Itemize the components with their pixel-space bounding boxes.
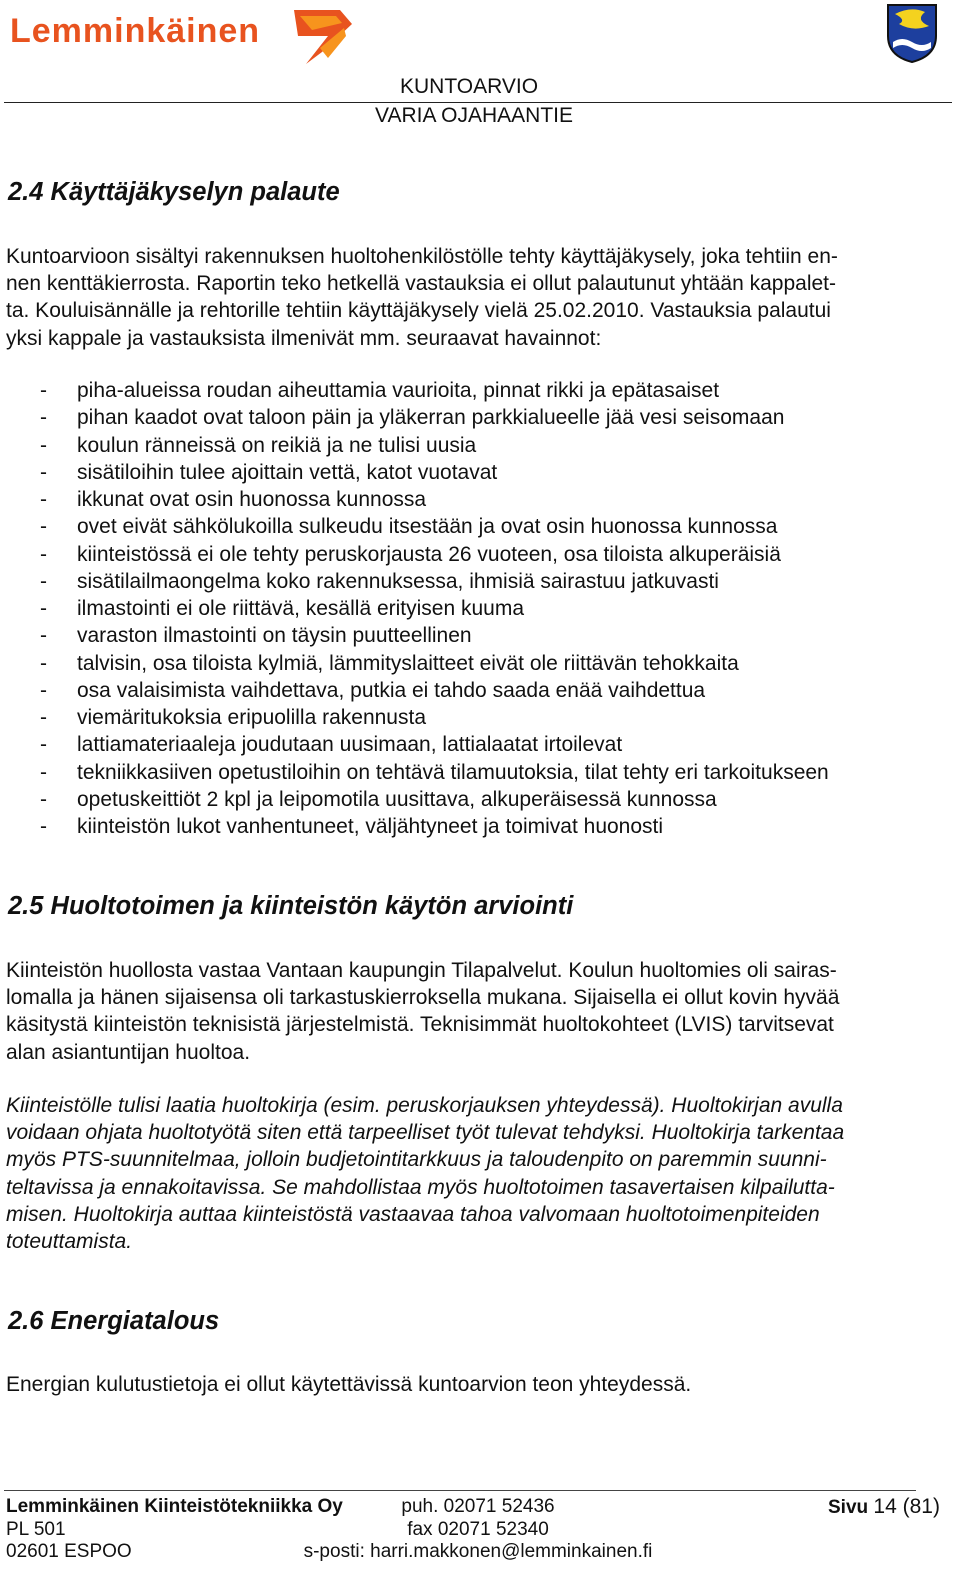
section-heading-2-4: 2.4 Käyttäjäkyselyn palaute	[8, 178, 340, 206]
list-dash: -	[40, 433, 47, 457]
list-dash: -	[40, 706, 47, 729]
paragraph-line: käsitystä kiinteistön teknisistä järjestelmistä. Teknisimmät huoltokohteet (LVIS) tarvitsevat	[6, 1013, 834, 1037]
list-item-text: kiinteistön lukot vanhentuneet, väljähtyneet ja toimivat huonosti	[77, 815, 664, 838]
list-dash: -	[40, 678, 47, 702]
footer-page-indicator	[828, 1496, 940, 1520]
list-item-text: varaston ilmastointi on täysin puutteellinen	[77, 624, 472, 648]
list-item-text: sisätiloihin tulee ajoittain vettä, katot vuotavat	[77, 460, 498, 484]
list-dash: -	[40, 733, 47, 757]
list-dash: -	[40, 597, 47, 620]
paragraph-line: Energian kulutustietoja ei ollut käytettävissä kuntoarvion teon yhteydessä.	[6, 1373, 692, 1396]
list-dash: -	[40, 488, 47, 511]
paragraph-line: yksi kappale ja vastauksista ilmenivät mm. seuraavat havainnot:	[6, 326, 602, 350]
list-item-text: kiinteistössä ei ole tehty peruskorjausta 26 vuoteen, osa tiloista alkuperäisiä	[77, 542, 781, 566]
list-dash: -	[40, 651, 47, 675]
document-title: KUNTOARVIO	[400, 75, 539, 98]
list-item-text: piha-alueissa roudan aiheuttamia vaurioita, pinnat rikki ja epätasaiset	[77, 379, 720, 402]
list-item-text: ovet eivät sähkölukoilla sulkeudu itsestään ja ovat osin huonossa kunnossa	[77, 515, 778, 539]
list-dash: -	[40, 569, 47, 593]
footer-fax: fax 02071 52340	[407, 1518, 549, 1540]
document-subtitle: VARIA OJAHAANTIE	[375, 104, 573, 127]
section-2-6-paragraph	[6, 1371, 946, 1398]
footer-city: 02601 ESPOO	[6, 1541, 132, 1562]
municipal-crest-icon	[885, 2, 939, 64]
list-dash: -	[40, 787, 47, 811]
list-dash: -	[40, 379, 47, 402]
section-heading-2-5: 2.5 Huoltotoimen ja kiinteistön käytön arviointi	[8, 892, 574, 920]
list-dash: -	[40, 542, 47, 566]
list-item-text: koulun ränneissä on reikiä ja ne tulisi uusia	[77, 433, 477, 457]
list-item-text: tekniikkasiiven opetustiloihin on tehtävä tilamuutoksia, tilat tehty eri tarkoitukseen	[77, 760, 829, 784]
list-item-text: lattiamateriaaleja joudutaan uusimaan, lattialaatat irtoilevat	[77, 733, 623, 757]
paragraph-line: lomalla ja hänen sijaisensa oli tarkastuskierroksella mukana. Sijaisella ei ollut kovin hyvää	[6, 986, 840, 1010]
list-item-text: ikkunat ovat osin huonossa kunnossa	[77, 488, 427, 511]
footer-page-label: Sivu	[828, 1497, 869, 1518]
section-2-5-paragraph-2	[6, 1092, 946, 1255]
section-2-4-paragraph	[6, 243, 946, 352]
list-dash: -	[40, 760, 47, 784]
list-dash: -	[40, 406, 47, 430]
paragraph-line: teltavissa ja ennakoitavissa. Se mahdollistaa myös huoltotoimen tasavertaisen kilpailutta-	[6, 1175, 835, 1199]
lemminkainen-logo-mark	[292, 6, 354, 66]
footer-company-block	[6, 1496, 343, 1564]
list-item-text: sisätilailmaongelma koko rakennuksessa, ihmisiä sairastuu jatkuvasti	[77, 569, 719, 593]
section-heading-2-6: 2.6 Energiatalous	[8, 1307, 220, 1335]
company-logo-wordmark: Lemminkäinen	[10, 12, 261, 50]
list-item-text: opetuskeittiöt 2 kpl ja leipomotila uusittava, alkuperäisessä kunnossa	[77, 787, 717, 811]
paragraph-line: myös PTS-suunnitelmaa, jolloin budjetointitarkkuus ja taloudenpito on paremmin suunni-	[6, 1148, 827, 1172]
paragraph-line: nen kenttäkierrosta. Raportin teko hetkellä vastauksia ei ollut palautunut yhtään kappalet-	[6, 272, 837, 296]
paragraph-line: Kiinteistön huollosta vastaa Vantaan kaupungin Tilapalvelut. Koulun huoltomies oli sairas-	[6, 959, 837, 982]
list-item-text: pihan kaadot ovat taloon päin ja yläkerran parkkialueelle jää vesi seisomaan	[77, 406, 785, 430]
list-item-text: viemäritukoksia eripuolilla rakennusta	[77, 706, 427, 729]
list-item-text: osa valaisimista vaihdettava, putkia ei tahdo saada enää vaihdettua	[77, 678, 706, 702]
paragraph-line: Kiinteistölle tulisi laatia huoltokirja (esim. peruskorjauksen yhteydessä). Huoltokirjan avulla	[6, 1094, 843, 1117]
footer-phone: puh. 02071 52436	[401, 1496, 555, 1517]
header-divider	[4, 102, 952, 103]
footer-company: Lemminkäinen Kiinteistötekniikka Oy	[6, 1496, 343, 1517]
list-item-text: talvisin, osa tiloista kylmiä, lämmityslaitteet eivät ole riittävän tehokkaita	[77, 651, 739, 675]
list-item-text: ilmastointi ei ole riittävä, kesällä erityisen kuuma	[77, 597, 525, 620]
section-2-5-paragraph-1	[6, 957, 946, 1066]
list-dash: -	[40, 460, 47, 484]
list-dash: -	[40, 624, 47, 648]
paragraph-line: voidaan ohjata huoltotyötä siten että tarpeelliset työt tulevat tehdyksi. Huoltokirja tarkentaa	[6, 1121, 845, 1145]
footer-pobox: PL 501	[6, 1518, 66, 1540]
footer-email: s-posti: harri.makkonen@lemminkainen.fi	[303, 1541, 653, 1562]
paragraph-line: ta. Kouluisännälle ja rehtorille tehtiin käyttäjäkysely vielä 25.02.2010. Vastauksia palautui	[6, 299, 831, 323]
paragraph-line: Kuntoarvioon sisältyi rakennuksen huoltohenkilöstölle tehty käyttäjäkysely, joka tehtiin en-	[6, 245, 838, 268]
list-dash: -	[40, 515, 47, 539]
list-dash: -	[40, 815, 47, 838]
paragraph-line: toteuttamista.	[6, 1230, 133, 1254]
footer-divider	[4, 1490, 916, 1491]
paragraph-line: alan asiantuntijan huoltoa.	[6, 1040, 251, 1064]
footer-contact-block	[300, 1496, 656, 1564]
footer-page-number: 14 (81)	[873, 1495, 940, 1518]
paragraph-line: misen. Huoltokirja auttaa kiinteistöstä vastaavaa tahoa valvomaan huoltotoimenpiteiden	[6, 1202, 820, 1226]
